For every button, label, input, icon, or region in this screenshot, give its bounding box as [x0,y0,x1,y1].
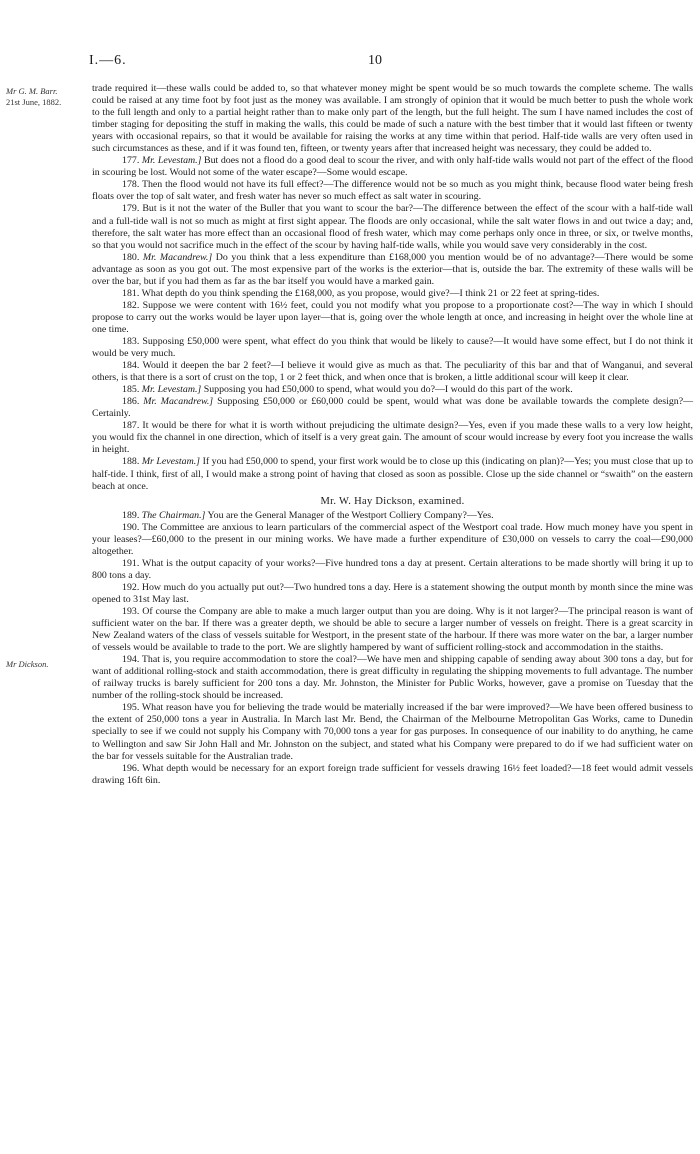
testimony-paragraph [92,83,693,155]
testimony-paragraph [92,510,693,522]
testimony-section-dickson [92,510,693,787]
witness-heading: Mr. W. Hay Dickson, examined. [320,495,465,507]
questioner-name: The Chairman.] [141,509,206,521]
questioner-name: Mr. Levestam.] [141,384,202,396]
testimony-text: What depth do you think spending the £168,000, as you propose, would give?—I think 21 or 22 feet at spring-tides. [141,287,600,299]
question-number: 190. [122,521,140,533]
testimony-paragraph [92,384,693,396]
testimony-paragraph [92,300,693,336]
testimony-paragraph [92,606,693,654]
testimony-paragraph [92,155,693,179]
testimony-paragraph [92,420,693,456]
question-number: 192. [122,581,140,593]
margin-note-witness-dickson [6,659,90,670]
questioner-name: Mr. Levestam.] [141,155,202,167]
testimony-paragraph [92,582,693,606]
testimony-paragraph [92,252,693,288]
questioner-name: Mr. Macandrew.] [143,396,214,408]
testimony-text: It would be there for what it is worth without prejudicing the ultimate design?—Yes, even if you made these walls to a very low height, you would fix the channel in one direction, which of itself is a very great gain. The amount of scour would increase by every foot you increase the walls in height. [92,420,693,456]
testimony-section-barr [92,83,693,493]
question-number: 178. [122,179,140,191]
question-number: 182. [122,299,140,311]
question-number: 185. [122,384,140,396]
question-number: 188. [122,456,140,468]
document-body [92,83,693,787]
testimony-paragraph [92,336,693,360]
testimony-text: What reason have you for believing the trade would be materially increased if the bar were improved?—We have been offered business to the extent of 250,000 tons a year in Australia. In March last Mr. Bend, the Chairman of the Melbourne Metropolitan Gas Works, came to Dunedin specially to see if we could not supply his Company with 70,000 tons a year for gas purposes. In consequence of our inability to do anything, he came to Wellington and saw Sir John Hall and Mr. Johnston on the subject, and stated what his Company were prepared to do if we had sufficient water on the bar for vessels suitable for the Australian trade. [92,702,693,762]
testimony-text: That is, you require accommodation to store the coal?—We have men and shipping capable of sending away about 300 tons a day, but for want of additional rolling-stock and staith accommodation, there is great difficulty in regulating the shipping movements to full advantage. The number of railway trucks is barely sufficient for 200 tons a day. Mr. Johnston, the Minister for Public Works, however, gave a promise on Tuesday that the number of the rolling-stock should be increased. [92,654,693,702]
question-number: 177. [122,155,140,167]
testimony-paragraph [92,654,693,702]
question-number: 187. [122,420,140,432]
question-number: 194. [122,654,140,666]
question-number: 195. [122,702,140,714]
testimony-paragraph [92,763,693,787]
questioner-name: Mr Levestam.] [141,456,201,468]
testimony-text: Supposing you had £50,000 to spend, what would you do?—I would do this part of the work. [203,384,573,396]
testimony-text: If you had £50,000 to spend, your first work would be to close up this (indicating on plan)?—Yes; you must close that up to half-tide. I think, first of all, I would make a strong point of having that closed as soon as possible. Close up the side channel or “swaith” on the eastern beach at once. [92,456,694,492]
question-number: 189. [122,509,140,521]
testimony-paragraph [92,702,693,762]
document-code: I.—6. [89,53,127,68]
testimony-text: Supposing £50,000 or £60,000 could be spent, would what was done be available towards the complete design?—Certainly. [92,396,693,420]
question-number: 193. [122,606,140,618]
testimony-text: Would it deepen the bar 2 feet?—I believe it would give as much as that. The peculiarity of this bar and that of Wanganui, and several others, is that there is a sort of crust on the top, 1 or 2 feet thick, and when once that is broken, a little additional scour will keep it clear. [92,360,693,384]
testimony-text: Of course the Company are able to make a much larger output than you are doing. Why is it not larger?—The principal reason is want of sufficient water on the bar. If there was a greater depth, we should be able to secure a larger number of vessels on freight. There is a great scarcity in New Zealand waters of the class of vessels suitable for Westport, in the present state of the harbour. If there was more water on the bar, a larger number of vessels would be available to trade to the port. We are slightly hampered by want of sufficient rolling-stock and accommodation in the staiths. [92,606,694,654]
page-number: 10 [368,53,382,68]
testimony-text: The Committee are anxious to learn particulars of the commercial aspect of the Westport coal trade. How much money have you spent in your leases?—£60,000 to the present in our mining works. We have made a further expenditure of £30,000 on vessels to carry the coal—£90,000 altogether. [92,521,693,557]
testimony-paragraph [92,456,693,492]
testimony-paragraph [92,522,693,558]
testimony-text: What depth would be necessary for an export foreign trade sufficient for vessels drawing 16½ feet loaded?—18 feet would admit vessels drawing 16ft 6in. [92,762,693,786]
testimony-text: But is it not the water of the Buller that you want to scour the bar?—The difference between the effect of the scour with a half-tide wall and a full-tide wall is not so much as might at first sight appear. The floods are only occasional, while the salt water flows in and out twice a day; and, therefore, the salt water has more effect than an occasional flood of fresh water, which may come perhaps only once in three, or six, or twelve months, so that you would not sacrifice much in the effect of the scour by having half-tide walls, while you would save very considerably in the cost. [92,203,693,251]
testimony-text: Supposing £50,000 were spent, what effect do you think that would be likely to cause?—It would have some effect, but I do not think it would be very much. [92,335,693,360]
margin-note-date: 21st June, 1882. [6,96,62,107]
question-number: 179. [122,203,140,215]
margin-note-witness-barr [6,86,90,107]
margin-note-name: Mr G. M. Barr. [6,86,58,96]
testimony-paragraph [92,179,693,203]
testimony-paragraph [92,203,693,251]
testimony-paragraph [92,396,693,420]
testimony-paragraph [92,558,693,582]
question-number: 186. [122,396,140,408]
testimony-text: trade required it—these walls could be added to, so that whatever money might be spent would be so much towards the complete scheme. The walls could be raised at any time foot by foot just as the money was available. I am strongly of opinion that it would be much better to push the whole work to the full length and only to a partial height rather than to make only part of the length, but the full height. The sum I have named includes the cost of timber staging for depositing the stuff in making the walls, this could be made of such a nature with the best timber that it would last fifteen or twenty years with occasional repairs, so that it would be available for raising the works at any time within that period. Half-tide walls are very often used in such circumstances as these, and if it was found ten, fifteen, or twenty years after that increased height was necessary, they could be added to. [92,83,693,155]
question-number: 181. [122,287,140,299]
testimony-text: Suppose we were content with 16½ feet, could you not modify what you propose to a proportionate cost?—The way in which I should propose to carry out the works would be layer upon layer—that is, going over the whole length at once, and increasing in height over the whole line at one time. [92,299,693,335]
testimony-text: You are the General Manager of the Westport Colliery Company?—Yes. [207,509,494,521]
question-number: 183. [122,335,140,347]
questioner-name: Mr. Macandrew.] [142,251,213,263]
question-number: 191. [122,557,140,569]
question-number: 184. [122,360,140,372]
testimony-text: But does not a flood do a good deal to scour the river, and with only half-tide walls would not part of the effect of the flood in scouring be lost. Would not some of the water escape?—Some would escape. [92,155,694,179]
testimony-text: What is the output capacity of your works?—Five hundred tons a day at present. Certain alterations to be made shortly will bring it up to 800 tons a day. [92,557,694,581]
testimony-text: How much do you actually put out?—Two hundred tons a day. Here is a statement showing the output month by month since the mine was opened to 31st May last. [92,581,693,605]
question-number: 180. [122,251,140,263]
testimony-paragraph [92,360,693,384]
question-number: 196. [122,762,140,774]
testimony-text: Then the flood would not have its full effect?—The difference would not be so much as you might think, because flood water being fresh floats over the top of salt water, and fresh water has never so much effect as salt water in scouring. [92,179,694,203]
testimony-paragraph [92,288,693,300]
testimony-text: Do you think that a less expenditure than £168,000 you mention would be of no advantage?—There would be some advantage as soon as you got out. The most expensive part of the works is the exterior—that is, outside the bar. The extremity of these walls will be over the bar, but if you had them as far as the bar itself you would have a marked gain. [92,251,694,287]
margin-note-name: Mr Dickson. [6,659,49,669]
